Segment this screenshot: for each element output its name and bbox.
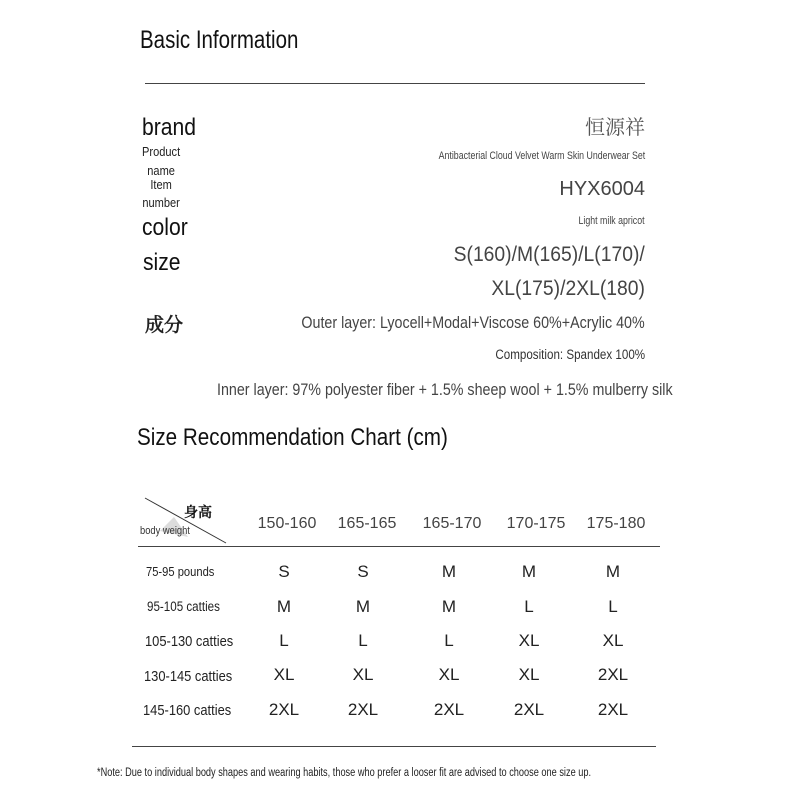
row-label-1: 75-95 pounds bbox=[146, 564, 215, 579]
color-label: color bbox=[142, 214, 188, 241]
section-title-size-chart: Size Recommendation Chart (cm) bbox=[137, 424, 448, 451]
table-cell: XL bbox=[438, 665, 460, 684]
table-cell: M bbox=[605, 562, 621, 581]
product-name-value: Antibacterial Cloud Velvet Warm Skin Underwear Set bbox=[438, 150, 645, 162]
size-label: size bbox=[143, 249, 181, 276]
table-cell: L bbox=[279, 631, 289, 650]
table-cell: M bbox=[441, 597, 457, 616]
column-header-2: 165-165 bbox=[337, 515, 397, 532]
item-number-label-line2: number bbox=[142, 195, 180, 210]
table-cell: 2XL bbox=[597, 700, 629, 719]
table-cell: L bbox=[444, 631, 454, 650]
composition-text: Composition: Spandex 100% bbox=[495, 347, 645, 362]
table-cell: 2XL bbox=[433, 700, 465, 719]
size-value-line2: XL(175)/2XL(180) bbox=[491, 277, 645, 300]
corner-weight-label: body weight bbox=[140, 525, 190, 537]
table-cell: 2XL bbox=[597, 665, 629, 684]
size-value-line1: S(160)/M(165)/L(170)/ bbox=[453, 243, 645, 266]
item-number-value: HYX6004 bbox=[559, 178, 645, 200]
table-cell: S bbox=[357, 562, 369, 581]
row-label-2: 95-105 catties bbox=[147, 599, 220, 614]
table-cell: 2XL bbox=[513, 700, 545, 719]
column-header-4: 170-175 bbox=[506, 515, 566, 532]
column-header-5: 175-180 bbox=[586, 515, 646, 532]
table-cell: M bbox=[276, 597, 292, 616]
table-cell: L bbox=[524, 597, 534, 616]
table-cell: 2XL bbox=[268, 700, 300, 719]
divider-top bbox=[145, 83, 645, 84]
table-cell: S bbox=[278, 562, 290, 581]
row-label-5: 145-160 catties bbox=[143, 702, 232, 719]
table-cell: L bbox=[608, 597, 618, 616]
footnote: *Note: Due to individual body shapes and wearing habits, those who prefer a looser fit are advised to choose one size up. bbox=[97, 767, 592, 779]
table-cell: M bbox=[355, 597, 371, 616]
outer-layer-text: Outer layer: Lyocell+Modal+Viscose 60%+Acrylic 40% bbox=[301, 313, 645, 332]
product-name-label-line1: Product bbox=[142, 144, 181, 159]
table-cell: XL bbox=[273, 665, 295, 684]
table-header-divider bbox=[138, 546, 660, 547]
color-value: Light milk apricot bbox=[578, 215, 645, 227]
inner-layer-text: Inner layer: 97% polyester fiber + 1.5% sheep wool + 1.5% mulberry silk bbox=[217, 380, 673, 399]
corner-height-label: 身高 bbox=[184, 505, 212, 521]
table-cell: XL bbox=[518, 665, 540, 684]
composition-label: 成分 bbox=[145, 314, 184, 336]
brand-label: brand bbox=[142, 114, 197, 141]
row-label-4: 130-145 catties bbox=[144, 668, 233, 685]
item-number-label-line1: Item bbox=[150, 177, 172, 192]
brand-value: 恒源祥 bbox=[585, 115, 645, 139]
table-bottom-divider bbox=[132, 746, 656, 747]
table-corner-header bbox=[140, 495, 230, 547]
table-cell: L bbox=[358, 631, 368, 650]
table-cell: XL bbox=[518, 631, 540, 650]
table-cell: XL bbox=[602, 631, 624, 650]
table-cell: XL bbox=[352, 665, 374, 684]
table-cell: M bbox=[521, 562, 537, 581]
product-name-label-line2: name bbox=[147, 163, 175, 178]
section-title-basic-information: Basic Information bbox=[140, 26, 299, 54]
column-header-1: 150-160 bbox=[257, 515, 317, 532]
row-label-3: 105-130 catties bbox=[145, 633, 234, 650]
column-header-3: 165-170 bbox=[422, 515, 482, 532]
table-cell: M bbox=[441, 562, 457, 581]
table-cell: 2XL bbox=[347, 700, 379, 719]
